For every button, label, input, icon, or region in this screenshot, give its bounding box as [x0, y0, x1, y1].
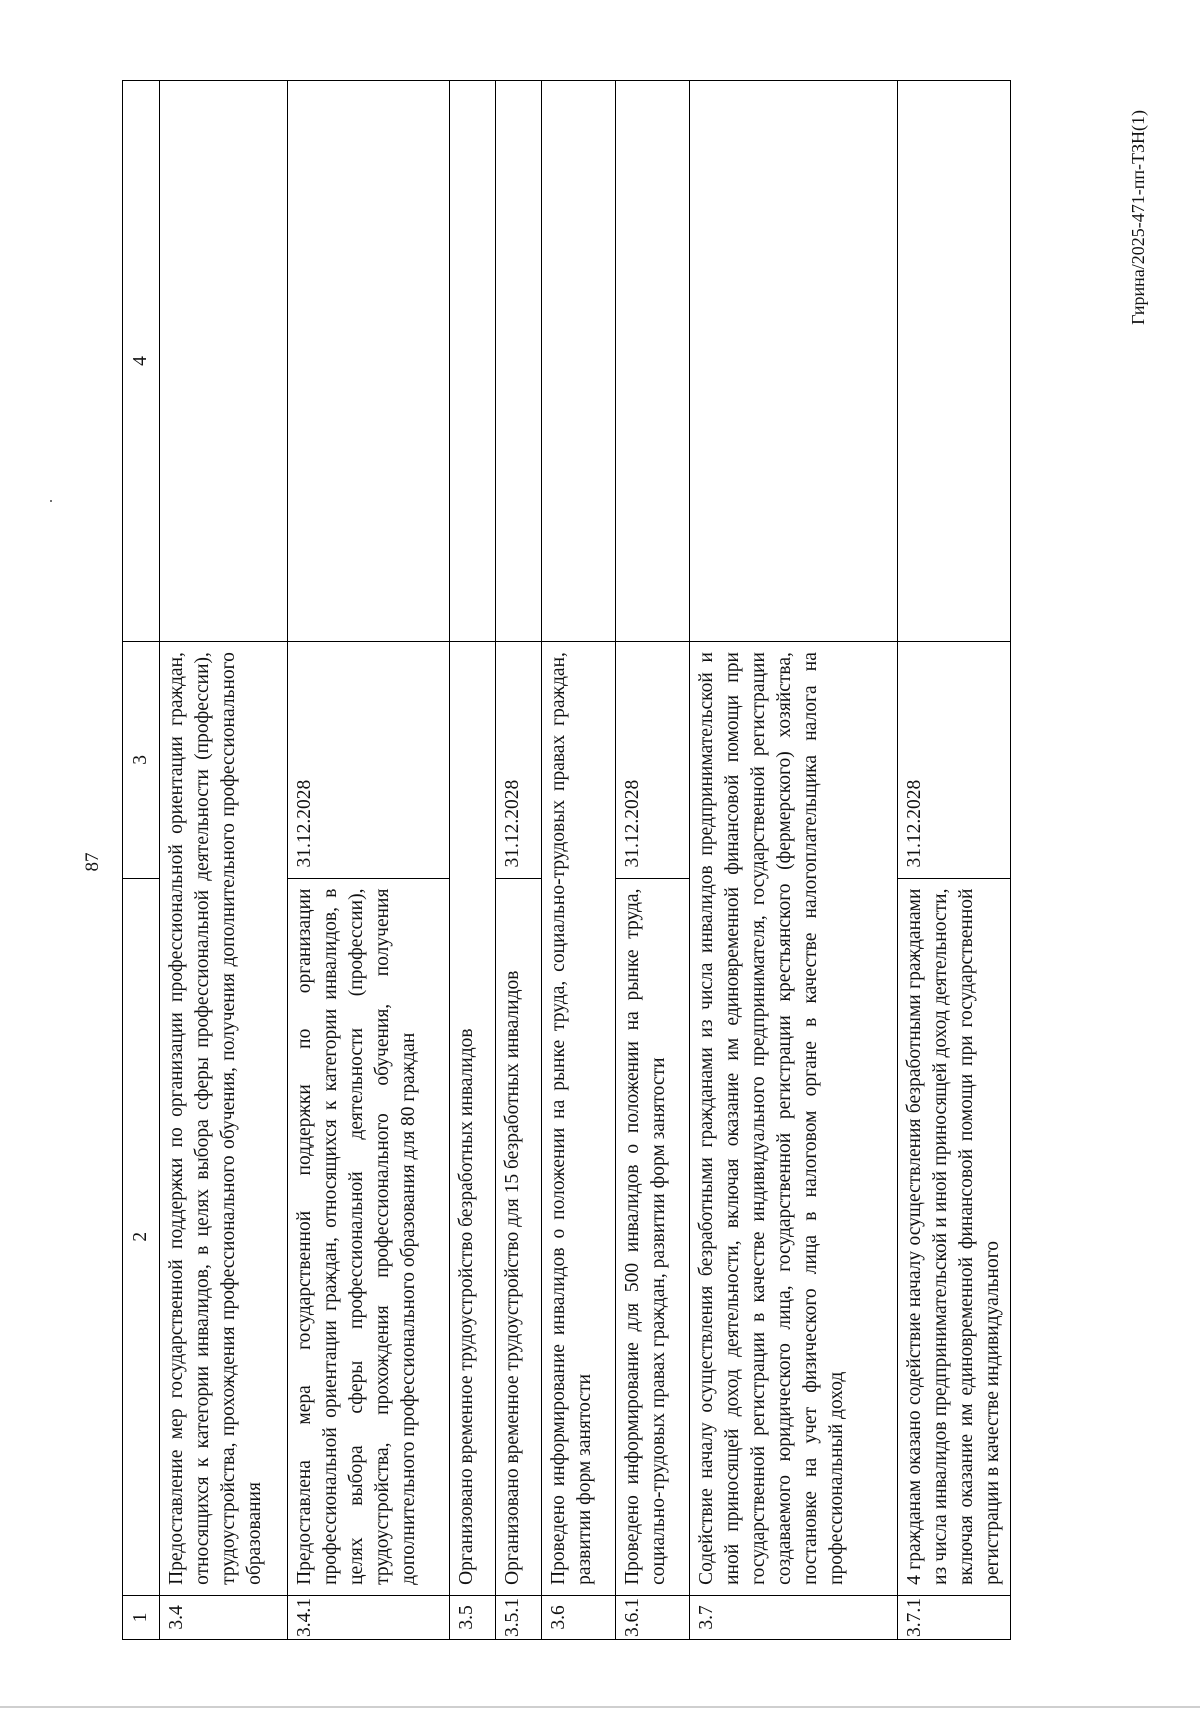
row-note: [690, 81, 898, 642]
row-description: Предоставление мер государственной поддержки по организации профессиональной ориентации граждан, относящихся к категории инвалидов, в целях выбора сферы профессиональной деятельности (профессии), трудоустройства, прохождения профессионального обучения, получения дополнительного профессионального образования: [160, 642, 288, 1596]
table-row: [496, 81, 542, 1640]
row-deadline: 31.12.2028: [288, 642, 450, 878]
row-deadline: 31.12.2028: [616, 642, 690, 878]
row-number: 3.7.1: [898, 1595, 1011, 1639]
table-row: [160, 81, 288, 1640]
table-row: [690, 81, 898, 1640]
table-row: [616, 81, 690, 1640]
table-row: [898, 81, 1011, 1640]
row-description: Предоставлена мера государственной поддержки по организации профессиональной ориентации граждан, относящихся к категории инвалидов, в целях выбора сферы профессиональной деятельности (профессии), трудоустройства, прохождения профессионального обучения, получения дополнительного профессионального образования для 80 граждан: [288, 878, 450, 1595]
table-row: [450, 81, 496, 1640]
row-note: [288, 81, 450, 642]
page-number: 87: [82, 852, 103, 872]
row-description: Содействие началу осуществления безработными гражданами из числа инвалидов предпринимательской и иной приносящей доход деятельности, включая оказание им единовременной финансовой помощи при государственной регистрации в качестве индивидуального предпринимателя, государственной регистрации создаваемого юридического лица, государственной регистрации крестьянского (фермерского) хозяйства, постановке на учет физического лица в налоговом органе в качестве налогоплательщика налога на профессиональный доход: [690, 642, 898, 1596]
row-note: [898, 81, 1011, 642]
document-code: Гирина/2025-471-пп-ТЗН(1): [1128, 110, 1148, 325]
row-description: Проведено информирование инвалидов о положении на рынке труда, социально-трудовых правах граждан, развитии форм занятости: [542, 642, 616, 1596]
row-deadline: 31.12.2028: [496, 642, 542, 878]
row-number: 3.4: [160, 1595, 288, 1639]
row-number: 3.7: [690, 1595, 898, 1639]
row-note: [616, 81, 690, 642]
column-header: 1: [123, 1595, 160, 1639]
plan-table: [122, 80, 1011, 1640]
table-header-row: [123, 81, 160, 1640]
row-number: 3.5: [450, 1595, 496, 1639]
row-deadline: 31.12.2028: [898, 642, 1011, 878]
row-description: Организовано временное трудоустройство для 15 безработных инвалидов: [496, 878, 542, 1595]
row-description: 4 гражданам оказано содействие началу осуществления безработными гражданами из числа инвалидов предпринимательской и иной приносящей доход деятельности, включая оказание им единовременной финансовой помощи при государственной регистрации в качестве индивидуального: [898, 878, 1011, 1595]
row-description: Организовано временное трудоустройство безработных инвалидов: [450, 642, 496, 1596]
column-header: 3: [123, 642, 160, 878]
column-header: 4: [123, 81, 160, 642]
row-note: [160, 81, 288, 642]
row-note: [450, 81, 496, 642]
column-header: 2: [123, 878, 160, 1595]
row-number: 3.5.1: [496, 1595, 542, 1639]
row-note: [496, 81, 542, 642]
row-number: 3.4.1: [288, 1595, 450, 1639]
table-row: [288, 81, 450, 1640]
row-description: Проведено информирование для 500 инвалидов о положении на рынке труда, социально-трудовых правах граждан, развитии форм занятости: [616, 878, 690, 1595]
table-row: [542, 81, 616, 1640]
row-note: [542, 81, 616, 642]
row-number: 3.6.1: [616, 1595, 690, 1639]
row-number: 3.6: [542, 1595, 616, 1639]
